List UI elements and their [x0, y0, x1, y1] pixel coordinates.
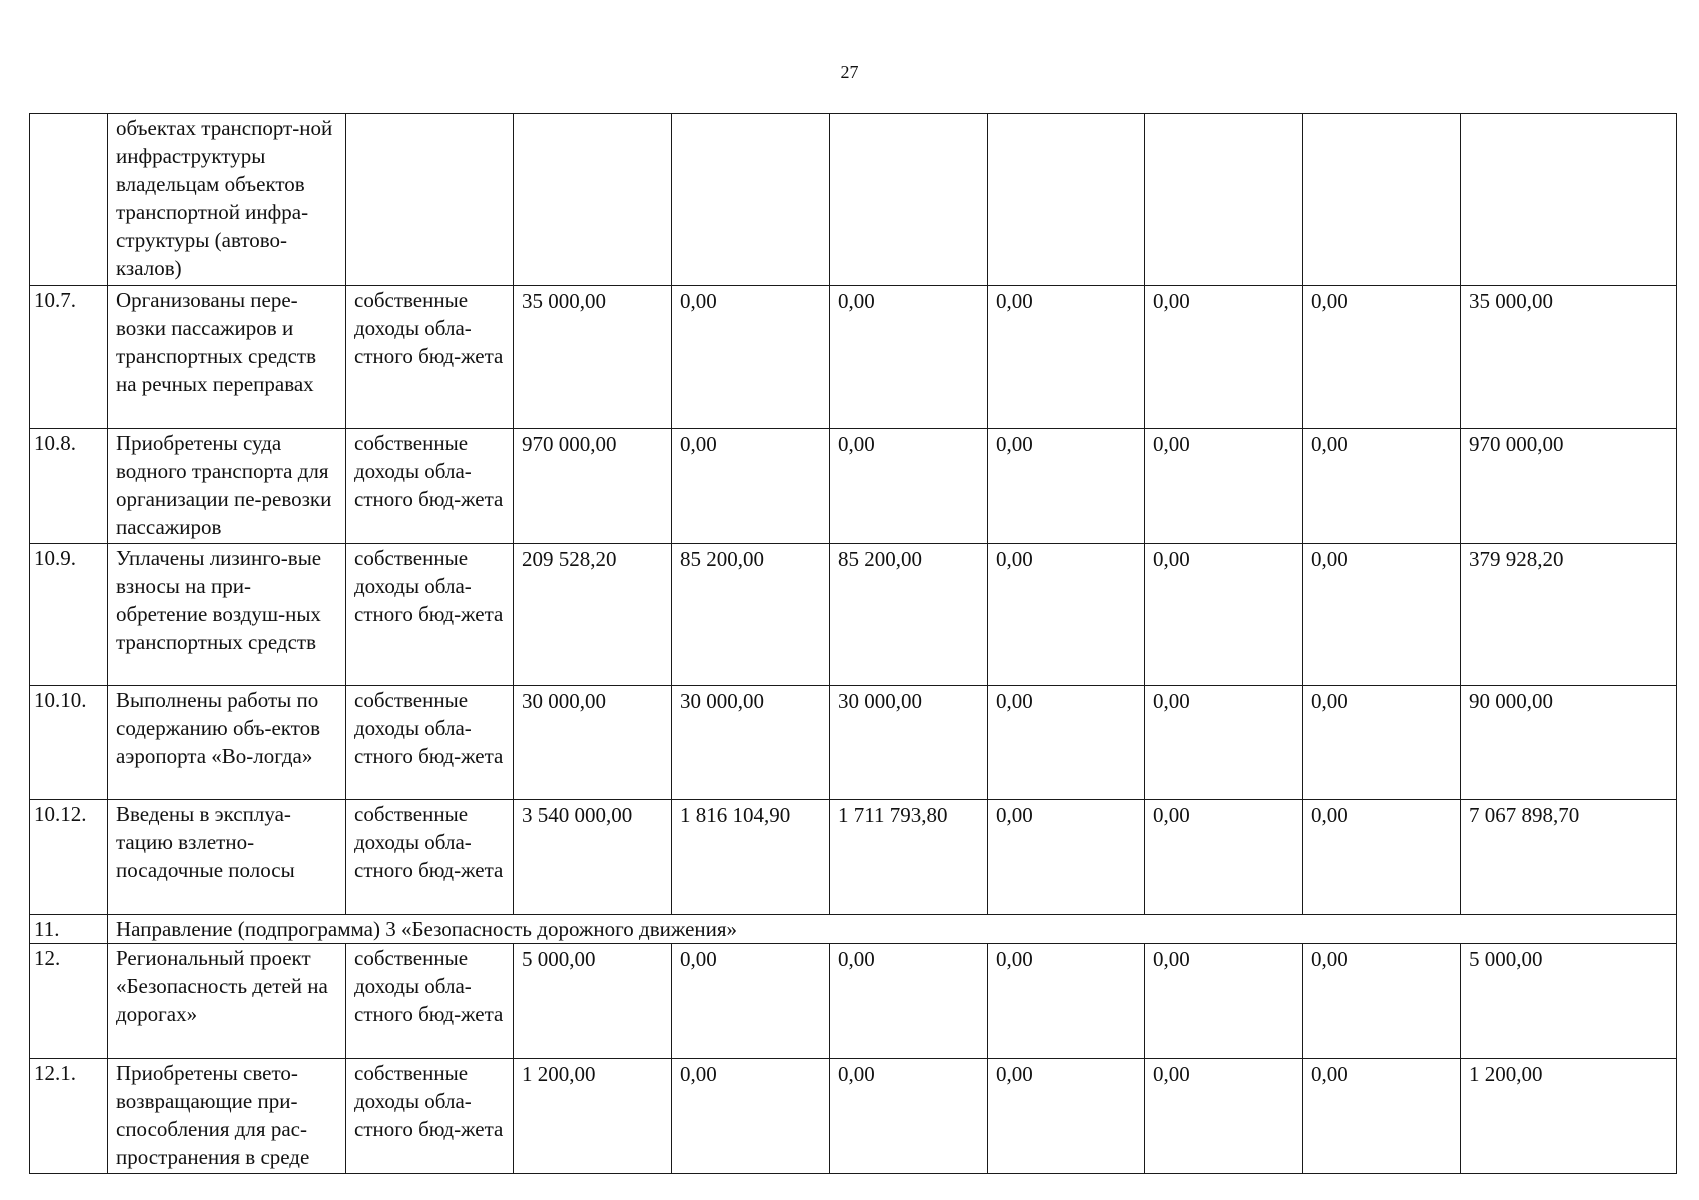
value-cell: 0,00	[1145, 686, 1303, 800]
table-row	[30, 286, 1677, 429]
table-row	[30, 544, 1677, 686]
funding-source-cell: собственные доходы обла-стного бюд-жета	[346, 686, 514, 800]
row-name-cell: Приобретены свето-возвращающие при-способления для рас-пространения в среде	[108, 1059, 346, 1174]
table-row	[30, 944, 1677, 1059]
value-cell: 0,00	[1303, 429, 1461, 544]
value-cell: 3 540 000,00	[514, 800, 672, 915]
value-cell: 30 000,00	[672, 686, 830, 800]
value-cell	[988, 114, 1145, 286]
value-cell: 1 816 104,90	[672, 800, 830, 915]
table-row-continuation	[30, 114, 1677, 286]
section-title: Направление (подпрограмма) 3 «Безопасность дорожного движения»	[108, 915, 1677, 944]
value-cell: 0,00	[830, 429, 988, 544]
value-cell	[514, 114, 672, 286]
table-row	[30, 1059, 1677, 1174]
value-cell: 0,00	[988, 800, 1145, 915]
row-number-cell: 11.	[30, 915, 108, 944]
value-cell: 0,00	[1145, 1059, 1303, 1174]
row-number-cell: 10.10.	[30, 686, 108, 800]
row-name-cell: Региональный проект «Безопасность детей на дорогах»	[108, 944, 346, 1059]
value-cell: 0,00	[672, 1059, 830, 1174]
row-name-cell: Уплачены лизинго-вые взносы на при-обретение воздуш-ных транспортных средств	[108, 544, 346, 686]
value-cell: 0,00	[1303, 286, 1461, 429]
row-name-cell: Приобретены суда водного транспорта для организации пе-ревозки пассажиров	[108, 429, 346, 544]
total-cell: 379 928,20	[1461, 544, 1677, 686]
value-cell: 1 200,00	[514, 1059, 672, 1174]
value-cell	[672, 114, 830, 286]
row-number-cell	[30, 114, 108, 286]
value-cell: 970 000,00	[514, 429, 672, 544]
value-cell: 0,00	[988, 544, 1145, 686]
value-cell	[1145, 114, 1303, 286]
total-cell: 5 000,00	[1461, 944, 1677, 1059]
total-cell: 1 200,00	[1461, 1059, 1677, 1174]
value-cell: 0,00	[672, 429, 830, 544]
table-row	[30, 800, 1677, 915]
funding-source-cell: собственные доходы обла-стного бюд-жета	[346, 544, 514, 686]
row-number-cell: 10.9.	[30, 544, 108, 686]
total-cell: 970 000,00	[1461, 429, 1677, 544]
value-cell: 0,00	[988, 1059, 1145, 1174]
value-cell: 0,00	[1303, 800, 1461, 915]
value-cell	[1303, 114, 1461, 286]
total-cell	[1461, 114, 1677, 286]
total-cell: 7 067 898,70	[1461, 800, 1677, 915]
funding-source-cell: собственные доходы обла-стного бюд-жета	[346, 800, 514, 915]
value-cell: 0,00	[1145, 544, 1303, 686]
total-cell: 35 000,00	[1461, 286, 1677, 429]
value-cell: 0,00	[830, 1059, 988, 1174]
row-name-cell: Введены в эксплуа-тацию взлетно-посадочные полосы	[108, 800, 346, 915]
value-cell: 0,00	[1145, 429, 1303, 544]
value-cell: 0,00	[988, 944, 1145, 1059]
table-body	[30, 114, 1677, 1174]
row-name-cell: объектах транспорт-ной инфраструктуры владельцам объектов транспортной инфра-структуры (автово-кзалов)	[108, 114, 346, 286]
value-cell: 0,00	[1303, 1059, 1461, 1174]
row-name-cell: Выполнены работы по содержанию объ-ектов аэропорта «Во-логда»	[108, 686, 346, 800]
total-cell: 90 000,00	[1461, 686, 1677, 800]
value-cell: 0,00	[988, 429, 1145, 544]
value-cell: 0,00	[1145, 286, 1303, 429]
value-cell: 0,00	[1145, 800, 1303, 915]
value-cell: 35 000,00	[514, 286, 672, 429]
funding-source-cell: собственные доходы обла-стного бюд-жета	[346, 286, 514, 429]
value-cell: 0,00	[672, 286, 830, 429]
page-number: 27	[840, 62, 859, 82]
row-number-cell: 10.12.	[30, 800, 108, 915]
row-number-cell: 12.	[30, 944, 108, 1059]
section-row	[30, 915, 1677, 944]
row-number-cell: 10.7.	[30, 286, 108, 429]
value-cell	[830, 114, 988, 286]
value-cell: 0,00	[1303, 544, 1461, 686]
value-cell: 0,00	[988, 686, 1145, 800]
value-cell: 30 000,00	[514, 686, 672, 800]
row-number-cell: 12.1.	[30, 1059, 108, 1174]
funding-source-cell: собственные доходы обла-стного бюд-жета	[346, 429, 514, 544]
value-cell: 1 711 793,80	[830, 800, 988, 915]
value-cell: 0,00	[1303, 686, 1461, 800]
value-cell: 0,00	[830, 944, 988, 1059]
value-cell: 0,00	[830, 286, 988, 429]
funding-source-cell: собственные доходы обла-стного бюд-жета	[346, 944, 514, 1059]
funding-source-cell	[346, 114, 514, 286]
table-row	[30, 686, 1677, 800]
value-cell: 5 000,00	[514, 944, 672, 1059]
value-cell: 85 200,00	[830, 544, 988, 686]
value-cell: 209 528,20	[514, 544, 672, 686]
value-cell: 0,00	[1303, 944, 1461, 1059]
value-cell: 0,00	[1145, 944, 1303, 1059]
value-cell: 85 200,00	[672, 544, 830, 686]
value-cell: 30 000,00	[830, 686, 988, 800]
budget-table	[29, 113, 1677, 1174]
funding-source-cell: собственные доходы обла-стного бюд-жета	[346, 1059, 514, 1174]
row-number-cell: 10.8.	[30, 429, 108, 544]
value-cell: 0,00	[988, 286, 1145, 429]
value-cell: 0,00	[672, 944, 830, 1059]
table-row	[30, 429, 1677, 544]
row-name-cell: Организованы пере-возки пассажиров и транспортных средств на речных переправах	[108, 286, 346, 429]
